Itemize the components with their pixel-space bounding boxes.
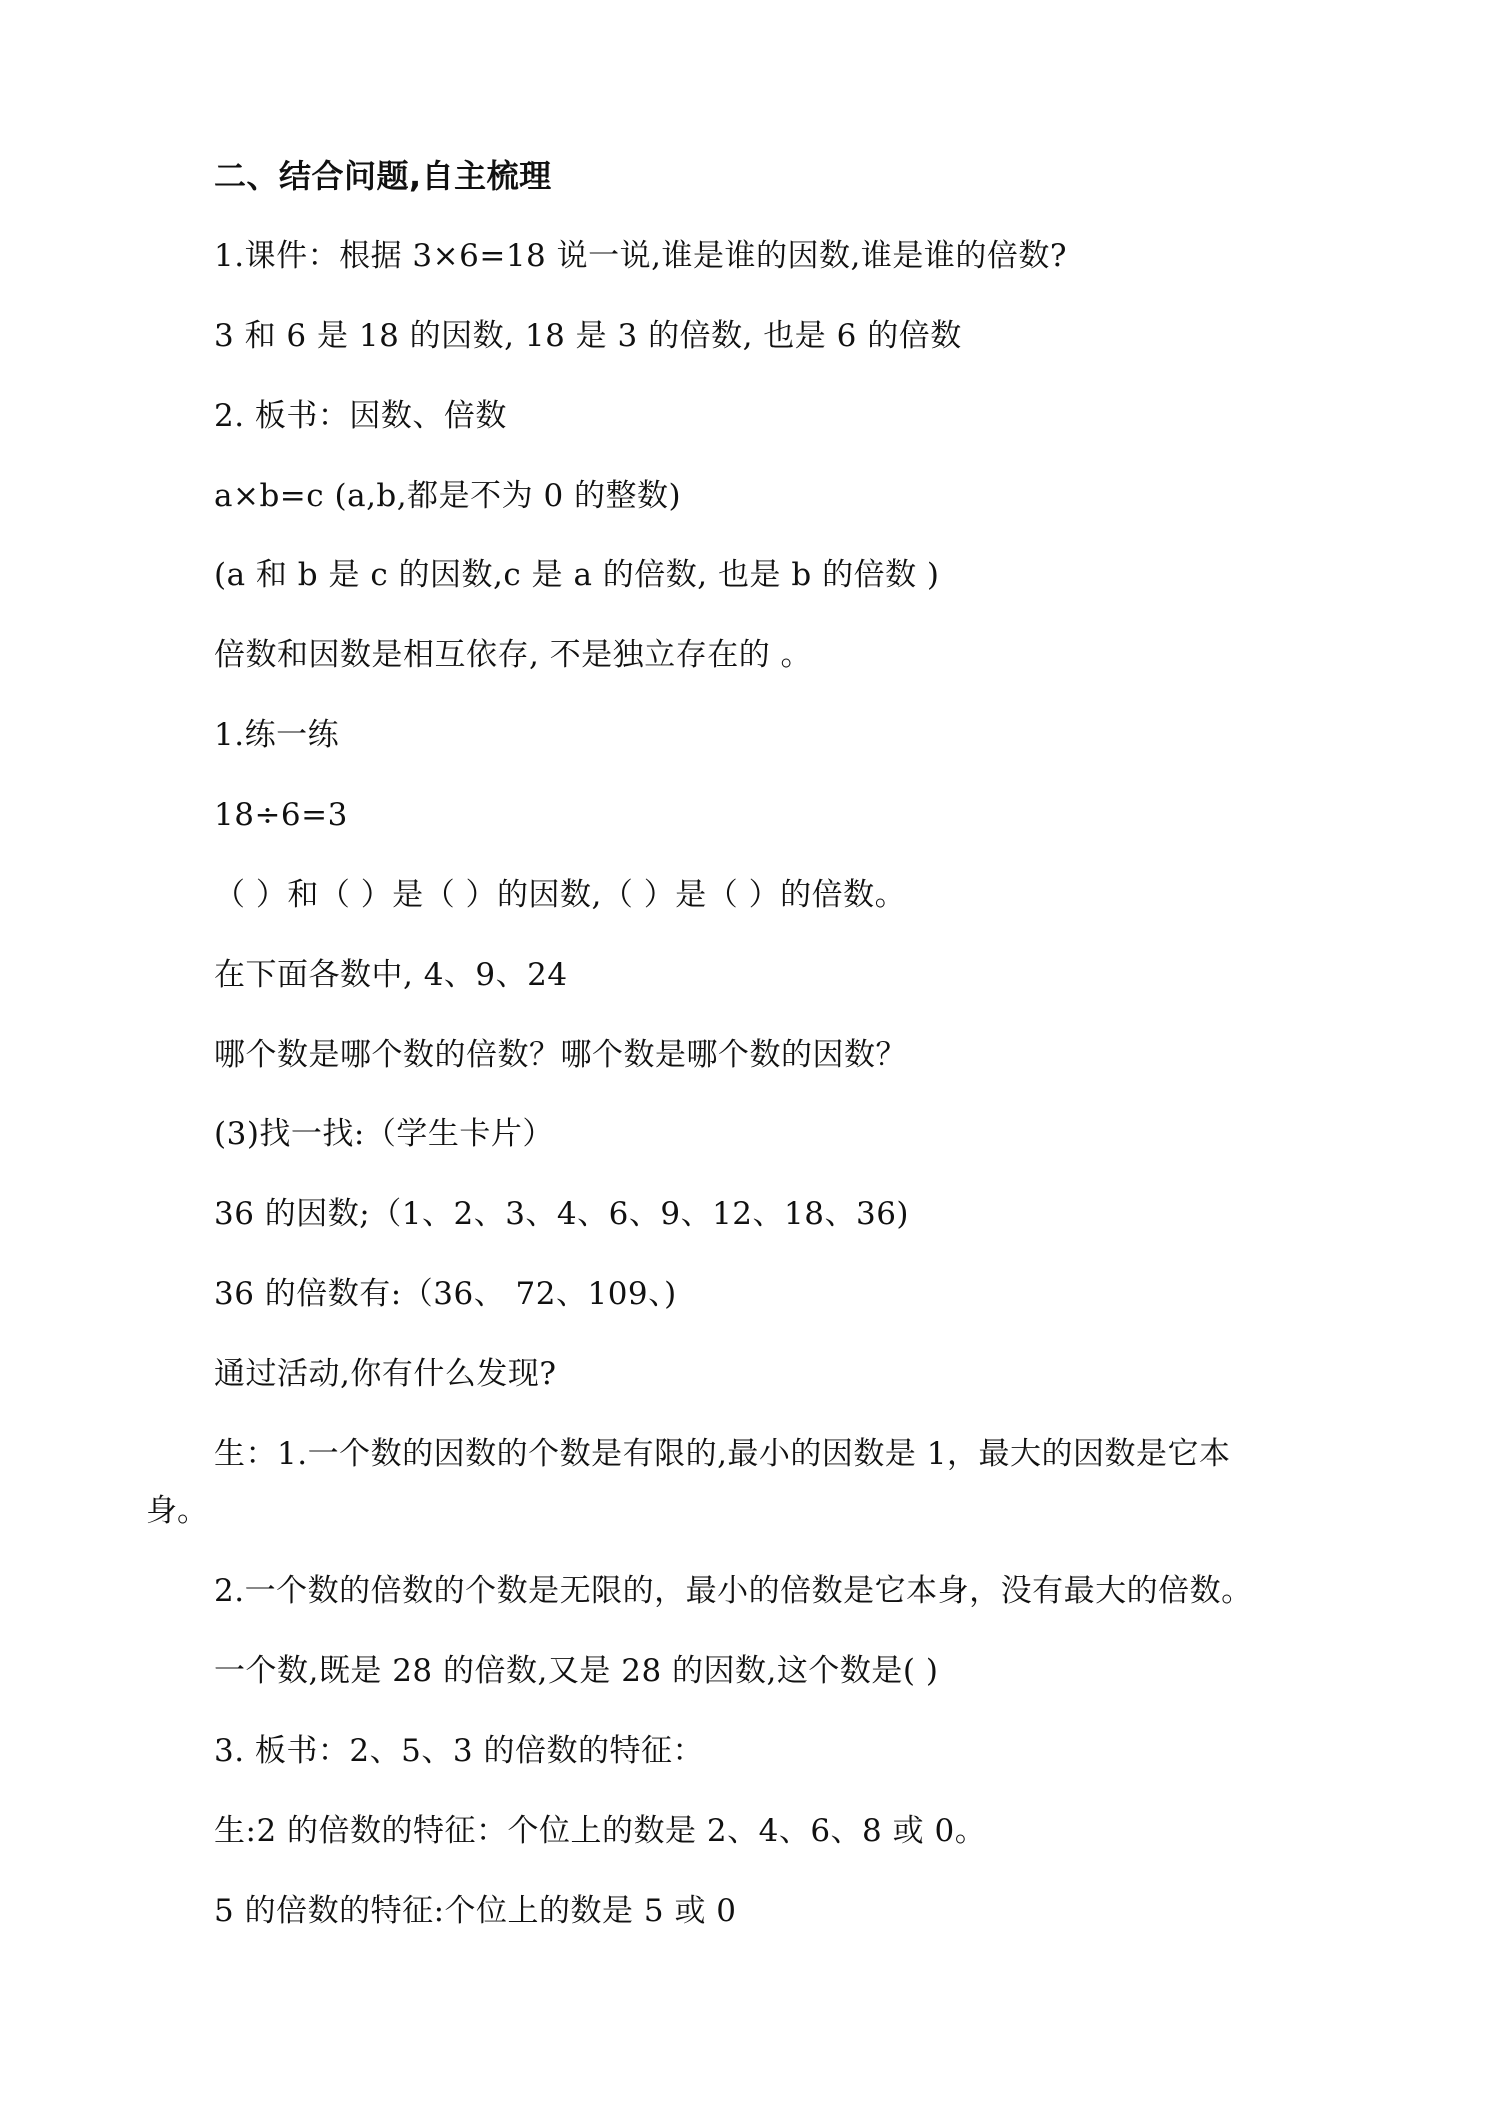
text-line: 生:2 的倍数的特征：个位上的数是 2、4、6、8 或 0。 [214, 1813, 987, 1849]
text-line: (a 和 b 是 c 的因数,c 是 a 的倍数, 也是 b 的倍数 ) [214, 557, 940, 593]
text-line: 1.课件：根据 3×6=18 说一说,谁是谁的因数,谁是谁的倍数? [214, 238, 1067, 274]
text-line: 通过活动,你有什么发现? [214, 1356, 557, 1392]
text-line: 倍数和因数是相互依存, 不是独立存在的 。 [214, 637, 813, 673]
text-line: 5 的倍数的特征:个位上的数是 5 或 0 [214, 1893, 737, 1929]
student-answer-line: 生：1.一个数的因数的个数是有限的,最小的因数是 1，最大的因数是它本 [214, 1436, 1231, 1472]
text-line: 2. 板书：因数、倍数 [214, 398, 507, 434]
text-line: 36 的因数;（1、2、3、4、6、9、12、18、36) [214, 1196, 910, 1232]
text-line: 3 和 6 是 18 的因数, 18 是 3 的倍数, 也是 6 的倍数 [214, 318, 962, 354]
text-line: a×b=c (a,b,都是不为 0 的整数) [214, 478, 682, 514]
text-line: 3. 板书：2、5、3 的倍数的特征： [214, 1733, 704, 1769]
fill-in-blank-line: （ ）和（ ）是（ ）的因数,（ ）是（ ）的倍数。 [214, 877, 907, 913]
text-line: (3)找一找:（学生卡片） [214, 1116, 554, 1152]
fill-in-blank-line: 一个数,既是 28 的倍数,又是 28 的因数,这个数是( ) [214, 1653, 939, 1689]
student-answer-continuation: 身。 [146, 1493, 208, 1529]
text-line: 哪个数是哪个数的倍数？哪个数是哪个数的因数？ [214, 1037, 907, 1073]
text-line: 18÷6=3 [214, 797, 348, 833]
section-heading: 二、结合问题,自主梳理 [214, 157, 552, 195]
text-line: 在下面各数中, 4、9、24 [214, 957, 568, 993]
text-line: 1.练一练 [214, 717, 340, 753]
text-line: 2.一个数的倍数的个数是无限的，最小的倍数是它本身，没有最大的倍数。 [214, 1573, 1253, 1609]
text-line: 36 的倍数有:（36、 72、109、) [214, 1276, 677, 1312]
